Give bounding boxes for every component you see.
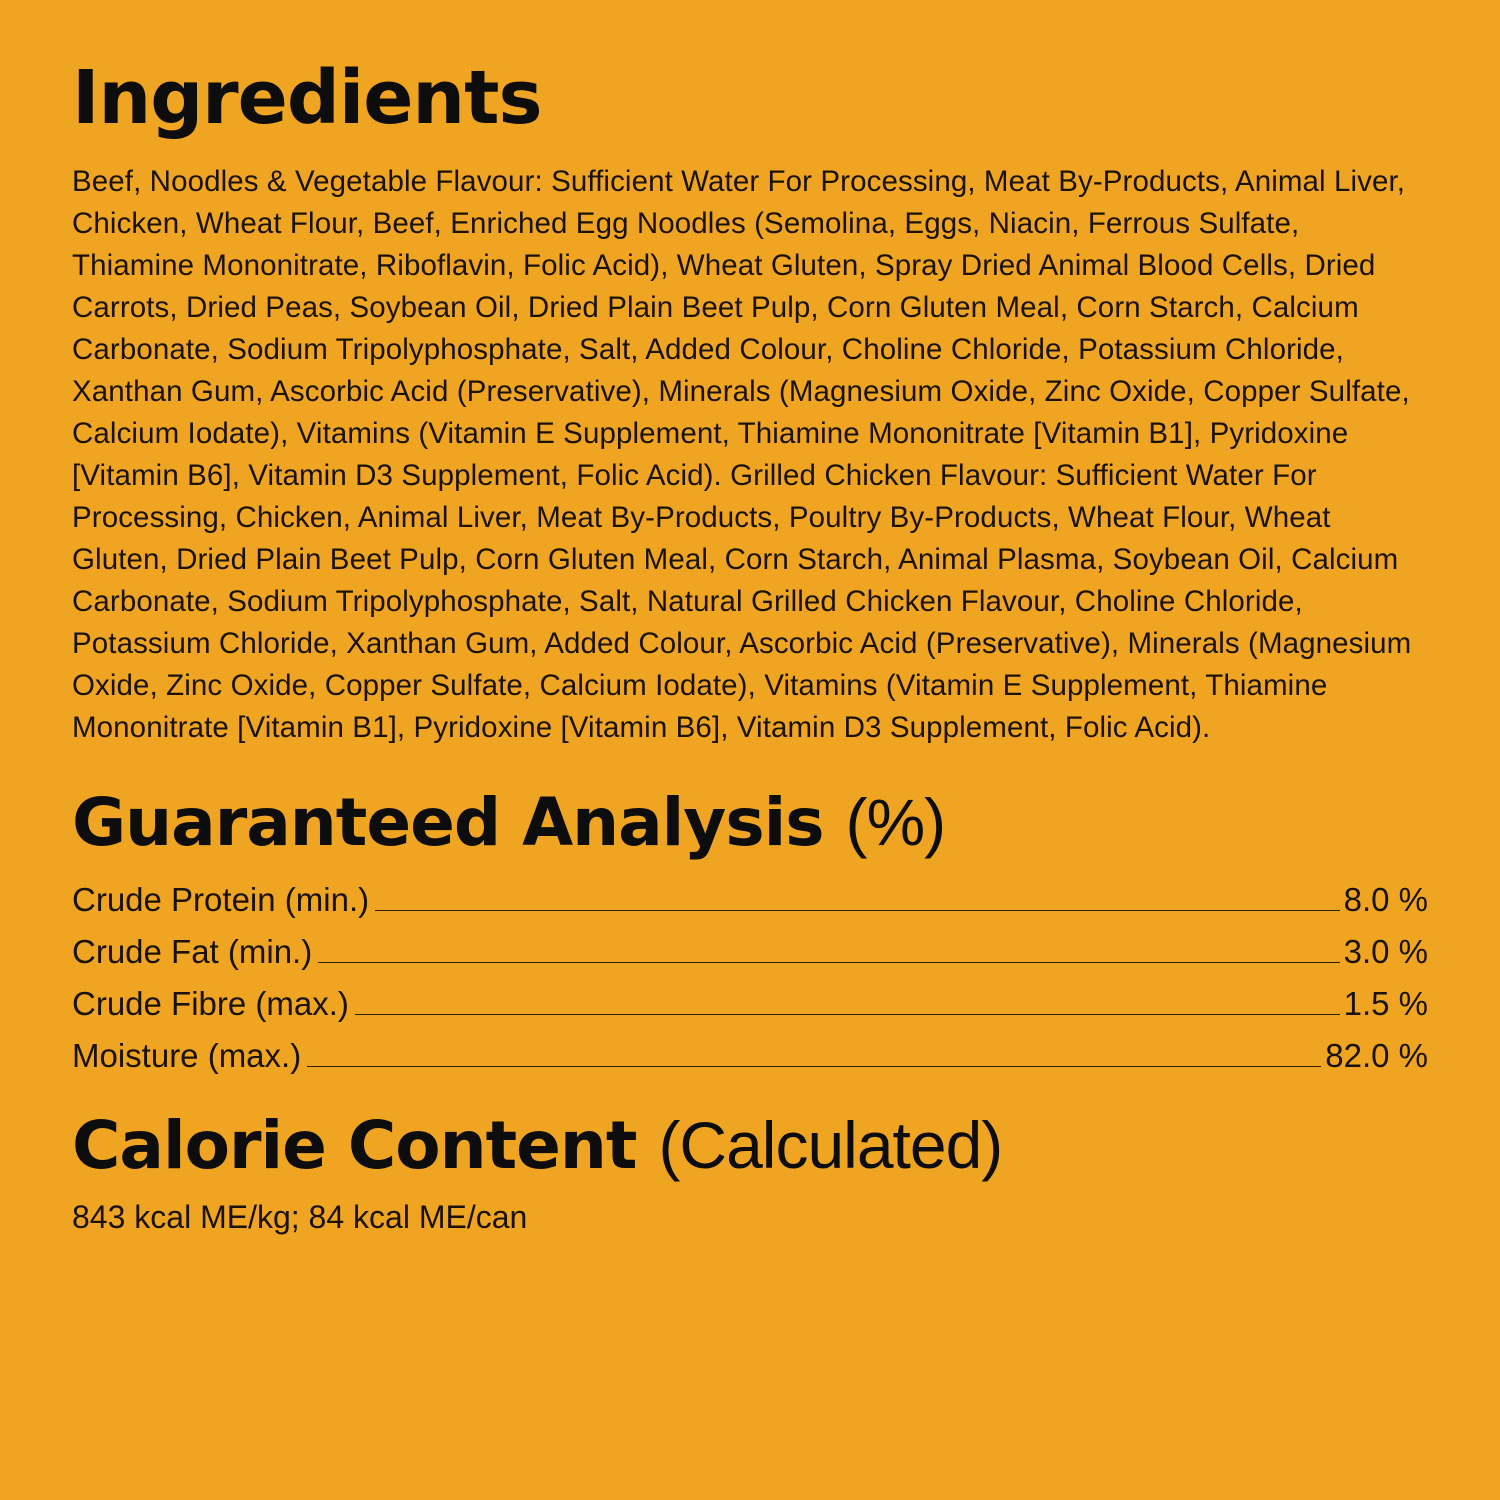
ga-label: Moisture (max.) [72, 1037, 302, 1074]
ga-value: 82.0 % [1325, 1037, 1428, 1074]
calorie-content-heading-main: Calorie Content [72, 1107, 637, 1184]
ga-value: 8.0 % [1343, 881, 1428, 918]
guaranteed-analysis-heading [72, 783, 1428, 862]
guaranteed-analysis-heading-unit: (%) [845, 785, 946, 859]
guaranteed-analysis-table [72, 874, 1428, 1082]
ga-label: Crude Fat (min.) [72, 933, 313, 970]
leader-line [318, 962, 1339, 963]
ga-value: 1.5 % [1343, 985, 1428, 1022]
calorie-content-heading-note: (Calculated) [658, 1108, 1003, 1182]
calorie-content-text: 843 kcal ME/kg; 84 kcal ME/can [72, 1199, 528, 1235]
leader-line [355, 1014, 1340, 1015]
leader-line [375, 910, 1340, 911]
ga-value: 3.0 % [1343, 933, 1428, 970]
table-row [72, 1030, 1428, 1082]
ga-label: Crude Fibre (max.) [72, 985, 349, 1022]
calorie-content-heading [72, 1106, 1428, 1185]
table-row [72, 926, 1428, 978]
ga-label: Crude Protein (min.) [72, 881, 370, 918]
leader-line [307, 1066, 1321, 1067]
ingredients-text: Beef, Noodles & Vegetable Flavour: Sufficient Water For Processing, Meat By-Products, Animal Liver, Chicken, Wheat Flour, Beef, Enriched Egg Noodles (Semolina, Eggs, Niacin, Ferrous Sulfate, Thiamine Mononitrate, Riboflavin, Folic Acid), Wheat Gluten, Spray Dried Animal Blood Cells, Dried Carrots, Dried Peas, Soybean Oil, Dried Plain Beet Pulp, Corn Gluten Meal, Corn Starch, Calcium Carbonate, Sodium Tripolyphosphate, Salt, Added Colour, Choline Chloride, Potassium Chloride, Xanthan Gum, Ascorbic Acid (Preservative), Minerals (Magnesium Oxide, Zinc Oxide, Copper Sulfate, Calcium Iodate), Vitamins (Vitamin E Supplement, Thiamine Mononitrate [Vitamin B1], Pyridoxine [Vitamin B6], Vitamin D3 Supplement, Folic Acid). Grilled Chicken Flavour: Sufficient Water For Processing, Chicken, Animal Liver, Meat By-Products, Poultry By-Products, Wheat Flour, Wheat Gluten, Dried Plain Beet Pulp, Corn Gluten Meal, Corn Starch, Animal Plasma, Soybean Oil, Calcium Carbonate, Sodium Tripolyphosphate, Salt, Natural Grilled Chicken Flavour, Choline Chloride, Potassium Chloride, Xanthan Gum, Added Colour, Ascorbic Acid (Preservative), Minerals (Magnesium Oxide, Zinc Oxide, Copper Sulfate, Calcium Iodate), Vitamins (Vitamin E Supplement, Thiamine Mononitrate [Vitamin B1], Pyridoxine [Vitamin B6], Vitamin D3 Supplement, Folic Acid). [72, 165, 1412, 744]
ingredients-heading: Ingredients [72, 55, 542, 141]
table-row [72, 978, 1428, 1030]
guaranteed-analysis-heading-main: Guaranteed Analysis [72, 784, 824, 861]
table-row [72, 874, 1428, 926]
